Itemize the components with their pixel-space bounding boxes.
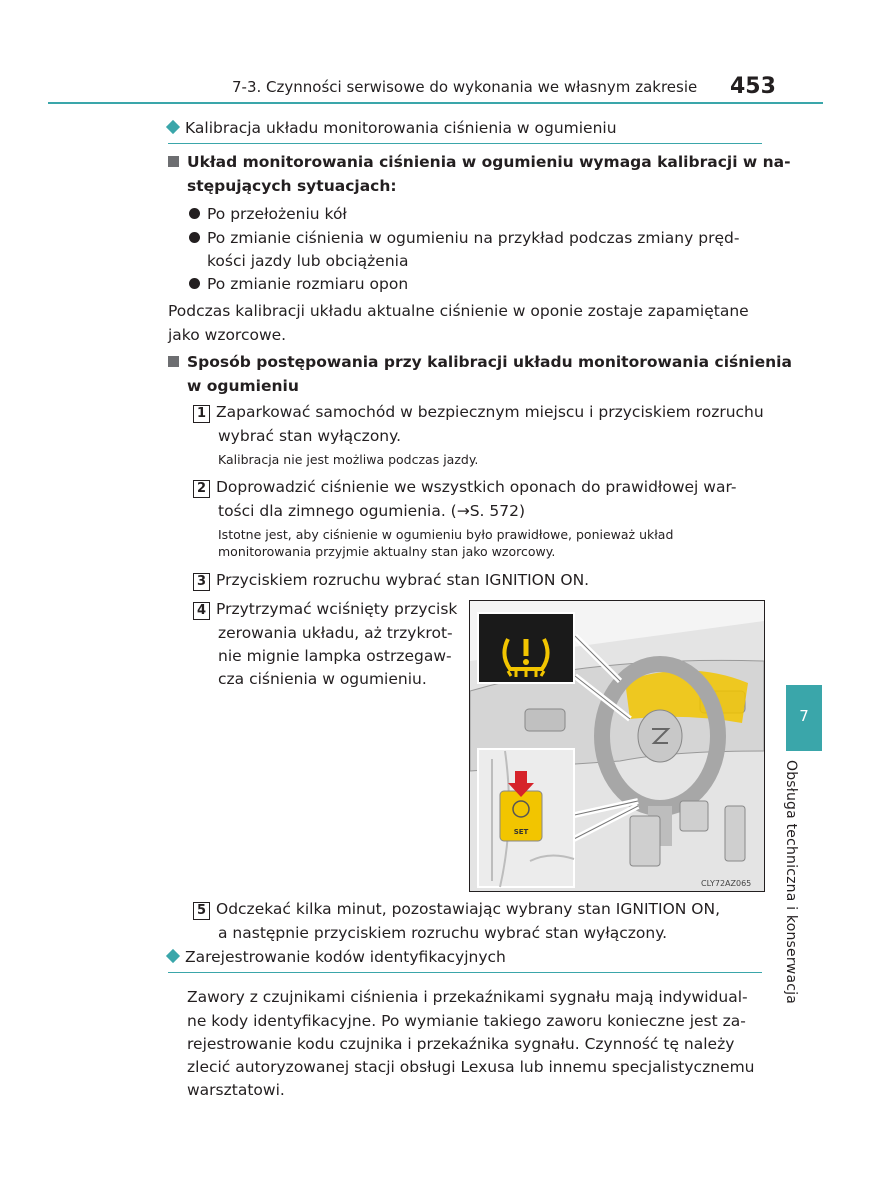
bullet-icon	[189, 278, 200, 289]
header-rule	[48, 102, 823, 104]
bullet-icon	[189, 232, 200, 243]
subhead-line-2: stępujących sytuacjach:	[187, 177, 397, 195]
step-text-line: zerowania układu, aż trzykrot-	[218, 624, 453, 642]
step-text-line: tości dla zimnego ogumienia. (→S. 572)	[218, 502, 526, 520]
diamond-icon	[166, 949, 180, 963]
step-text: Odczekać kilka minut, pozostawiając wybrany stan IGNITION ON,	[216, 900, 721, 918]
section-title-calibration	[168, 119, 617, 137]
step-text-line: nie mignie lampka ostrzegaw-	[218, 647, 452, 665]
step-5	[193, 897, 720, 921]
step-4	[193, 597, 457, 621]
subhead-calibration-situations	[168, 150, 791, 174]
paragraph-line: jako wzorcowe.	[168, 326, 287, 344]
page-number: 453	[730, 74, 776, 99]
set-button-label: SET	[513, 828, 529, 836]
list-item	[189, 202, 347, 226]
subhead-line: Sposób postępowania przy kalibracji układu monitorowania ciśnienia	[187, 353, 792, 371]
step-text: Przyciskiem rozruchu wybrać stan IGNITION ON.	[216, 571, 590, 589]
bullet-icon	[189, 208, 200, 219]
step-text-line: a następnie przyciskiem rozruchu wybrać stan wyłączony.	[218, 924, 668, 942]
subhead-calibration-procedure	[168, 350, 792, 374]
step-text-line: cza ciśnienia w ogumieniu.	[218, 670, 427, 688]
section-underline	[168, 972, 762, 973]
paragraph-line: zlecić autoryzowanej stacji obsługi Lexusa lub innemu specjalistycznemu	[187, 1058, 755, 1076]
section-title-id-codes	[168, 948, 506, 966]
step-text-line: wybrać stan wyłączony.	[218, 427, 402, 445]
section-underline	[168, 143, 762, 144]
step-text: Zaparkować samochód w bezpiecznym miejscu i przyciskiem rozruchu	[216, 403, 764, 421]
step-3	[193, 568, 589, 592]
step-number: 2	[193, 480, 210, 498]
paragraph-line: Podczas kalibracji układu aktualne ciśnienie w oponie zostaje zapamiętane	[168, 302, 749, 320]
dashboard-illustration	[469, 600, 765, 892]
diamond-icon	[166, 120, 180, 134]
section-title-text: Zarejestrowanie kodów identyfikacyjnych	[185, 948, 506, 966]
step-note: Istotne jest, aby ciśnienie w ogumieniu było prawidłowe, ponieważ układ	[218, 527, 674, 542]
step-number: 3	[193, 573, 210, 591]
paragraph-line: warsztatowi.	[187, 1081, 285, 1099]
step-2	[193, 475, 736, 499]
step-text: Doprowadzić ciśnienie we wszystkich oponach do prawidłowej war-	[216, 478, 737, 496]
running-header: 7-3. Czynności serwisowe do wykonania we własnym zakresie	[232, 78, 698, 96]
step-note: monitorowania przyjmie aktualny stan jako wzorcowy.	[218, 544, 556, 559]
step-note: Kalibracja nie jest możliwa podczas jazdy.	[218, 452, 479, 467]
section-title-text: Kalibracja układu monitorowania ciśnienia w ogumieniu	[185, 119, 617, 137]
list-item	[189, 272, 408, 296]
paragraph-line: ne kody identyfikacyjne. Po wymianie takiego zaworu konieczne jest za-	[187, 1012, 746, 1030]
paragraph-line: Zawory z czujnikami ciśnienia i przekaźnikami sygnału mają indywidual-	[187, 988, 748, 1006]
square-bullet-icon	[168, 356, 179, 367]
chapter-title-vertical: Obsługa techniczna i konserwacja	[783, 760, 799, 1004]
step-1	[193, 400, 764, 424]
list-item-text: Po przełożeniu kół	[207, 205, 347, 223]
step-number: 1	[193, 405, 210, 423]
dashboard-drawing	[470, 601, 764, 891]
paragraph-line: rejestrowanie kodu czujnika i przekaźnika sygnału. Czynność tę należy	[187, 1035, 735, 1053]
square-bullet-icon	[168, 156, 179, 167]
step-number: 4	[193, 602, 210, 620]
list-item-text: Po zmianie rozmiaru opon	[207, 275, 409, 293]
list-item-continuation: kości jazdy lub obciążenia	[207, 252, 409, 270]
list-item-text: Po zmianie ciśnienia w ogumieniu na przykład podczas zmiany pręd-	[207, 229, 740, 247]
step-number: 5	[193, 902, 210, 920]
list-item	[189, 226, 739, 250]
subhead-line-2: w ogumieniu	[187, 377, 299, 395]
subhead-line: Układ monitorowania ciśnienia w ogumieniu wymaga kalibracji w na-	[187, 153, 791, 171]
step-text: Przytrzymać wciśnięty przycisk	[216, 600, 458, 618]
figure-code: CLY72AZ065	[701, 879, 752, 888]
chapter-number: 7	[799, 707, 809, 725]
